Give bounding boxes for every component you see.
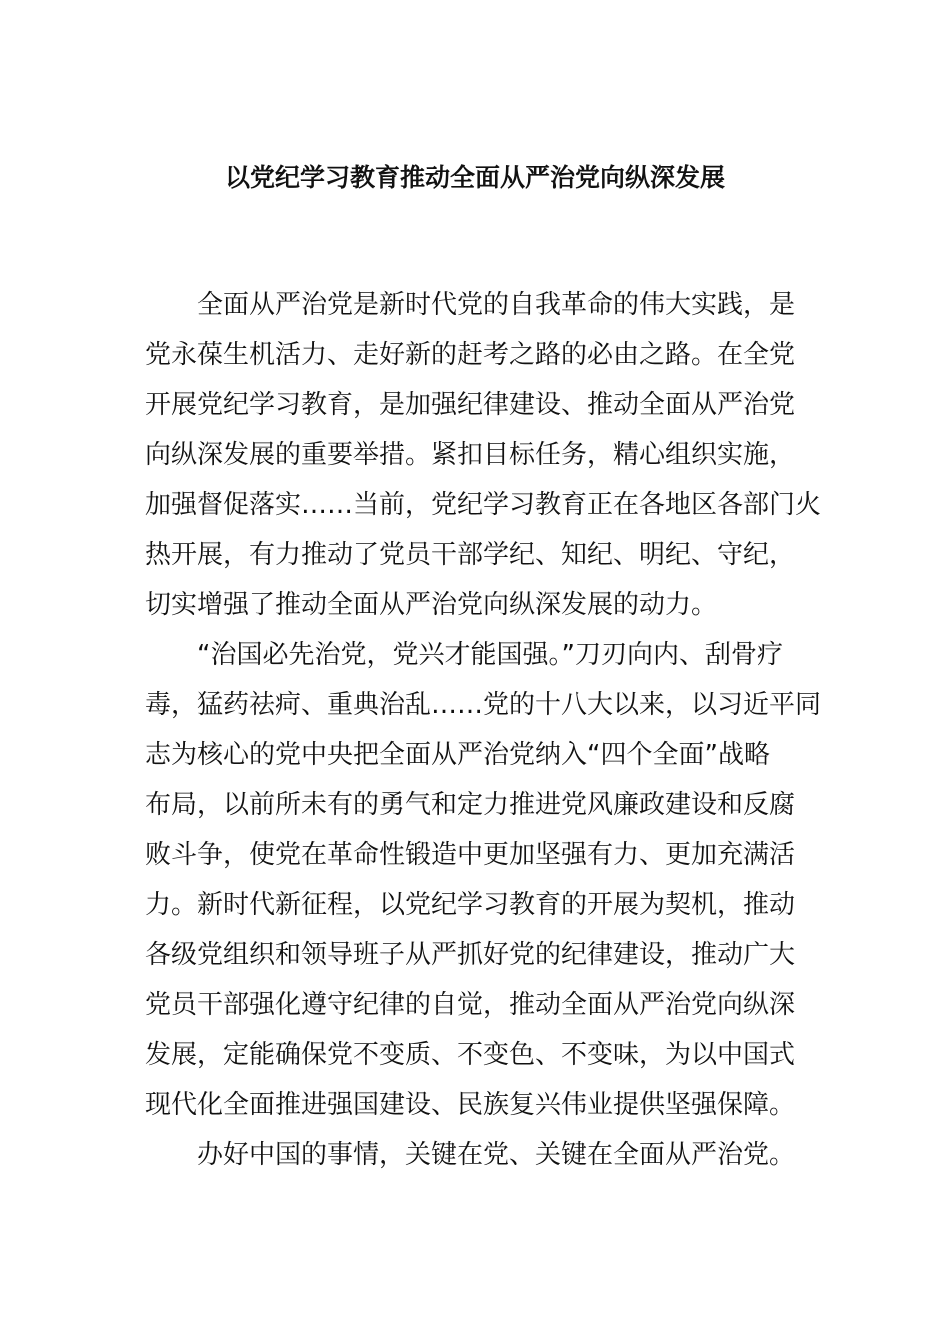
page-title: 以党纪学习教育推动全面从严治党向纵深发展 [224,163,725,192]
paragraph-line: 党员干部强化遵守纪律的自觉，推动全面从严治党向纵深 [145,990,796,1020]
paragraph-2 [145,630,822,1130]
paragraph-line: 力。新时代新征程，以党纪学习教育的开展为契机，推动 [145,890,796,920]
paragraph-line: 切实增强了推动全面从严治党向纵深发展的动力。 [145,590,718,620]
paragraph-line: 向纵深发展的重要举措。紧扣目标任务，精心组织实施， [145,440,796,470]
paragraph-line: “治国必先治党，党兴才能国强。”刀刃向内、刮骨疗 [197,640,783,670]
paragraph-line: 志为核心的党中央把全面从严治党纳入“四个全面”战略 [145,740,770,770]
paragraph-line: 党永葆生机活力、走好新的赶考之路的必由之路。在全党 [145,340,796,370]
paragraph-line: 全面从严治党是新时代党的自我革命的伟大实践，是 [197,290,796,320]
paragraph-line: 各级党组织和领导班子从严抓好党的纪律建设，推动广大 [145,940,796,970]
paragraph-line: 毒，猛药祛疴、重典治乱……党的十八大以来，以习近平同 [145,690,822,720]
paragraph-1 [145,280,822,630]
paragraph-line: 发展，定能确保党不变质、不变色、不变味，为以中国式 [145,1040,796,1070]
paragraph-line: 布局，以前所未有的勇气和定力推进党风廉政建设和反腐 [145,790,796,820]
paragraph-line: 现代化全面推进强国建设、民族复兴伟业提供坚强保障。 [145,1090,796,1120]
paragraph-line: 办好中国的事情，关键在党、关键在全面从严治党。 [197,1140,796,1170]
paragraph-line: 败斗争，使党在革命性锻造中更加坚强有力、更加充满活 [145,840,796,870]
paragraph-3 [145,1130,815,1180]
document-body [145,280,822,1180]
paragraph-line: 热开展，有力推动了党员干部学纪、知纪、明纪、守纪， [145,540,796,570]
paragraph-line: 加强督促落实……当前，党纪学习教育正在各地区各部门火 [145,490,822,520]
paragraph-line: 开展党纪学习教育，是加强纪律建设、推动全面从严治党 [145,390,796,420]
